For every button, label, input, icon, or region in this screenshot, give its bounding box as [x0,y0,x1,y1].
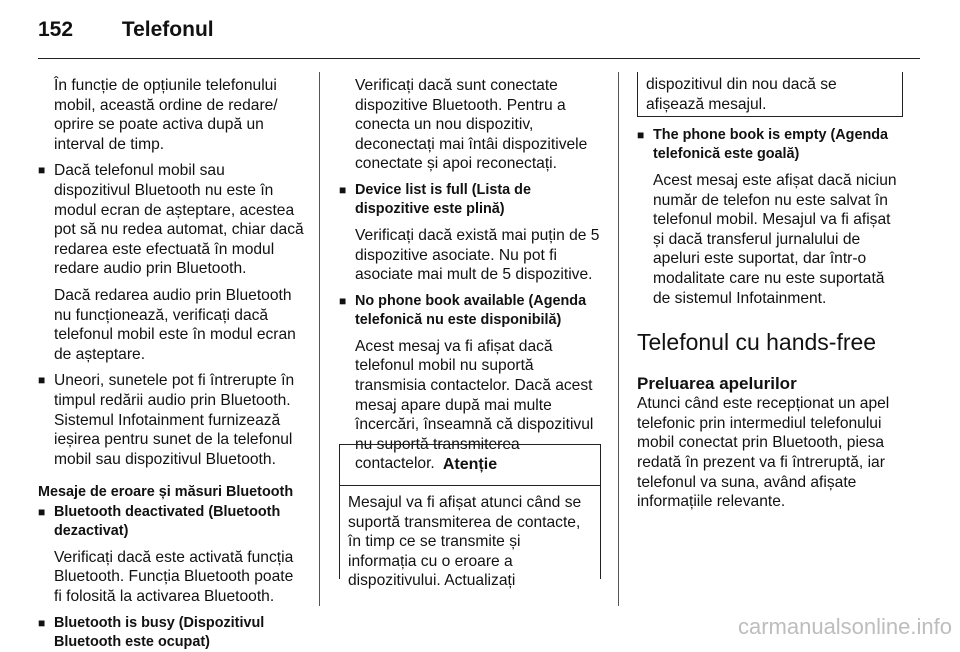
paragraph: În funcție de opțiunile telefonului mobil, această ordine de redare/ oprire se poate activa după un interval de timp. [54,77,278,153]
column-1 [38,76,304,652]
message-description: Verificați dacă sunt conectate dispozitive Bluetooth. Pentru a conecta un nou dispozitiv, deconectați mai întâi dispozitivele conectate și apoi reconectați. [355,77,588,173]
message-description: Verificați dacă există mai puțin de 5 dispozitive asociate. Nu pot fi asociate mai mult de 5 dispozitive. [355,226,600,284]
watermark: carmanualsonline.info [737,614,952,639]
notice-text: Mesajul va fi afișat atunci când se suportă transmiterea de contacte, în timp ce se transmite și informația cu o eroare a dispozitivului. Actualizați [348,494,582,590]
notice-text-continued: dispozitivul din nou dacă se afișează mesajul. [646,76,837,113]
page-number: 152 [38,18,74,41]
column-3 [637,126,903,512]
message-description: Acest mesaj va fi afișat dacă telefonul mobil nu suportă transmisia contactelor. Dacă acest mesaj apare după mai multe încercări, înseamnă că dispozitivul nu suportă transmiterea contactelor. [355,337,594,473]
notice-box-continued [637,72,903,117]
bullet-item: ■ Uneori, sunetele pot fi întrerupte în timpul redării audio prin Bluetooth. Sistemul Infotainment furnizează ieșirea pentru sunet de la telefonul mobil sau dispozitivul Bluetooth. [38,371,304,469]
paragraph: Atunci când este recepționat un apel telefonic prin intermediul telefonului mobil conectat prin Bluetooth, piesa redată în prezent va fi întreruptă, iar telefonul va suna, având afișate informațiile relevante. [637,395,890,511]
message-title: ■ The phone book is empty (Agenda telefonică este goală) [637,126,903,164]
message-description: Verificați dacă este activată funcția Bluetooth. Funcția Bluetooth poate fi folosită la activarea Bluetooth. [54,548,294,606]
page-header [38,18,214,42]
section-heading: Mesaje de eroare și măsuri Bluetooth [38,484,294,501]
chapter-heading: Telefonul cu hands-free [637,329,877,356]
message-title: ■ Bluetooth is busy (Dispozitivul Bluetooth este ocupat) [38,614,304,652]
page-title: Telefonul [121,18,214,41]
subsection-heading: Preluarea apelurilor [637,374,797,394]
column-divider-1 [319,72,320,606]
message-title: ■ Device list is full (Lista de dispozitive este plină) [339,181,601,219]
notice-title: Atenție [340,445,600,486]
column-2 [339,76,601,474]
notice-box [339,444,601,590]
column-divider-2 [618,72,619,606]
message-title: ■ No phone book available (Agenda telefonică nu este disponibilă) [339,292,601,330]
message-description: Acest mesaj este afișat dacă niciun număr de telefon nu este salvat în telefonul mobil. Mesajul va fi afișat și dacă transferul jurnalului de apeluri este suportat, dar într-o modalitate care nu este suportată de sistemul Infotainment. [653,172,897,307]
header-rule [38,58,920,59]
bullet-item: ■ Dacă telefonul mobil sau dispozitivul Bluetooth nu este în modul ecran de așteptare, acestea pot să nu redea automat, chiar dacă redarea este efectuată în modul redare audio prin Bluetooth. [38,161,304,279]
paragraph: Dacă redarea audio prin Bluetooth nu funcționează, verificați dacă telefonul mobil este în modul ecran de așteptare. [54,286,296,363]
message-title: ■ Bluetooth deactivated (Bluetooth dezactivat) [38,503,304,541]
